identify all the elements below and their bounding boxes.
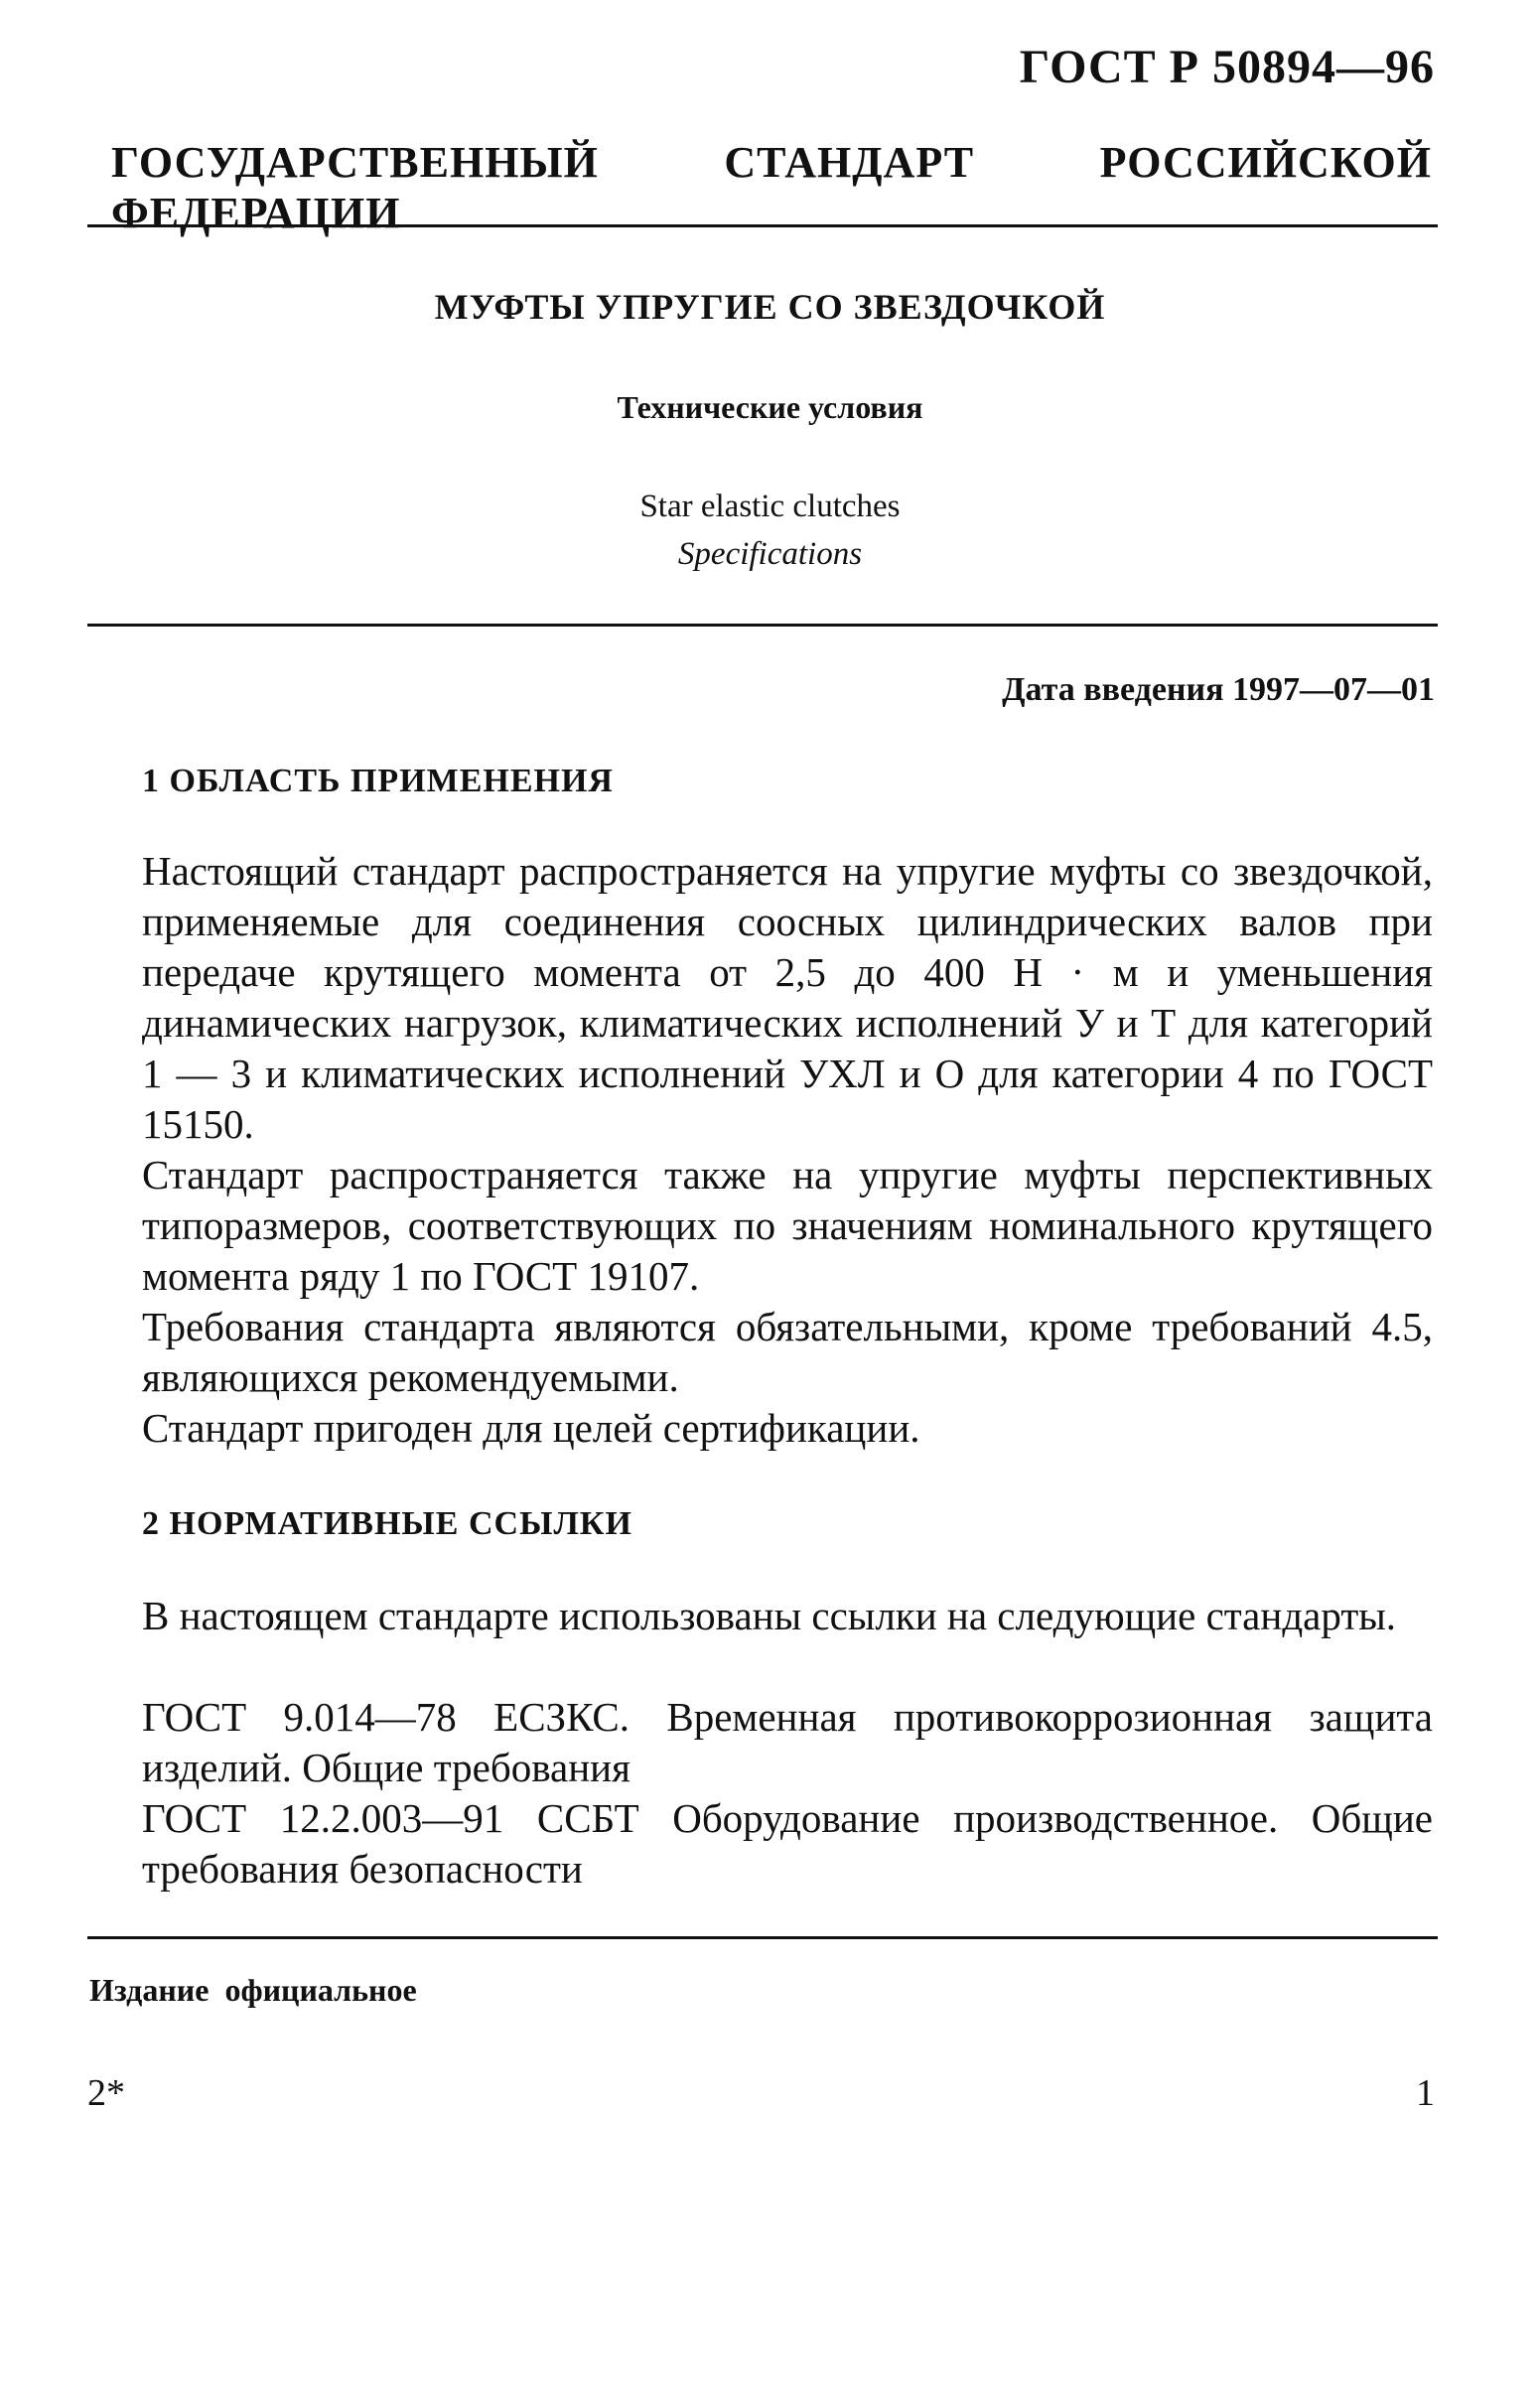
standard-title: МУФТЫ УПРУГИЕ СО ЗВЕЗДОЧКОЙ — [434, 287, 1106, 327]
standard-subtitle: Технические условия — [617, 389, 923, 425]
section-2-paragraph — [142, 1692, 1433, 1793]
paragraph-text: Стандарт пригоден для целей сертификации. — [142, 1405, 920, 1451]
paragraph-text: Настоящий стандарт распространяется на упругие муфты со звездочкой, применяемые для соединения соосных цилиндрических валов при передаче крутящего момента от 2,5 до 400 Н · м и уменьшения динамических нагрузок, климатических исполнений У и Т для категорий 1 — 3 и климатических исполнений УХЛ и О для категории 4 по ГОСТ 15150. — [142, 848, 1433, 1147]
section-2-paragraph — [142, 1591, 1433, 1641]
paragraph-text: Требования стандарта являются обязательными, кроме требований 4.5, являющихся рекомендуемыми. — [142, 1304, 1433, 1400]
paragraph-text: ГОСТ 12.2.003—91 ССБТ Оборудование производственное. Общие требования безопасности — [142, 1795, 1433, 1892]
section-1-heading: 1 ОБЛАСТЬ ПРИМЕНЕНИЯ — [142, 763, 614, 799]
english-title: Star elastic clutches — [639, 489, 901, 524]
paragraph-text: Стандарт распространяется также на упругие муфты перспективных типоразмеров, соответствующих по значениям номинального крутящего момента ряду 1 по ГОСТ 19107. — [142, 1152, 1433, 1299]
section-2-heading: 2 НОРМАТИВНЫЕ ССЫЛКИ — [142, 1505, 632, 1542]
paragraph-text: ГОСТ 9.014—78 ЕСЗКС. Временная противокоррозионная защита изделий. Общие требования — [142, 1694, 1433, 1790]
english-subtitle: Specifications — [677, 536, 863, 572]
edition-label: Издание официальное — [89, 1972, 417, 2008]
document-number: ГОСТ Р 50894—96 — [1019, 41, 1435, 93]
state-standard-heading: ГОСУДАРСТВЕННЫЙ СТАНДАРТ РОССИЙСКОЙ ФЕДЕРАЦИИ — [111, 138, 1432, 237]
footer-rule — [87, 1936, 1438, 1939]
section-1-paragraph — [142, 1150, 1433, 1302]
section-2-paragraph — [142, 1793, 1433, 1895]
paragraph-text: В настоящем стандарте использованы ссылки на следующие стандарты. — [142, 1593, 1397, 1638]
page-number: 1 — [1416, 2072, 1435, 2114]
section-1-paragraph — [142, 1302, 1433, 1403]
signature-mark: 2* — [87, 2072, 125, 2114]
introduction-date: Дата введения 1997—07—01 — [1002, 671, 1435, 708]
title-rule — [87, 624, 1438, 627]
section-1-paragraph — [142, 1403, 1433, 1454]
section-1-paragraph — [142, 846, 1433, 1150]
header-rule — [87, 224, 1438, 227]
